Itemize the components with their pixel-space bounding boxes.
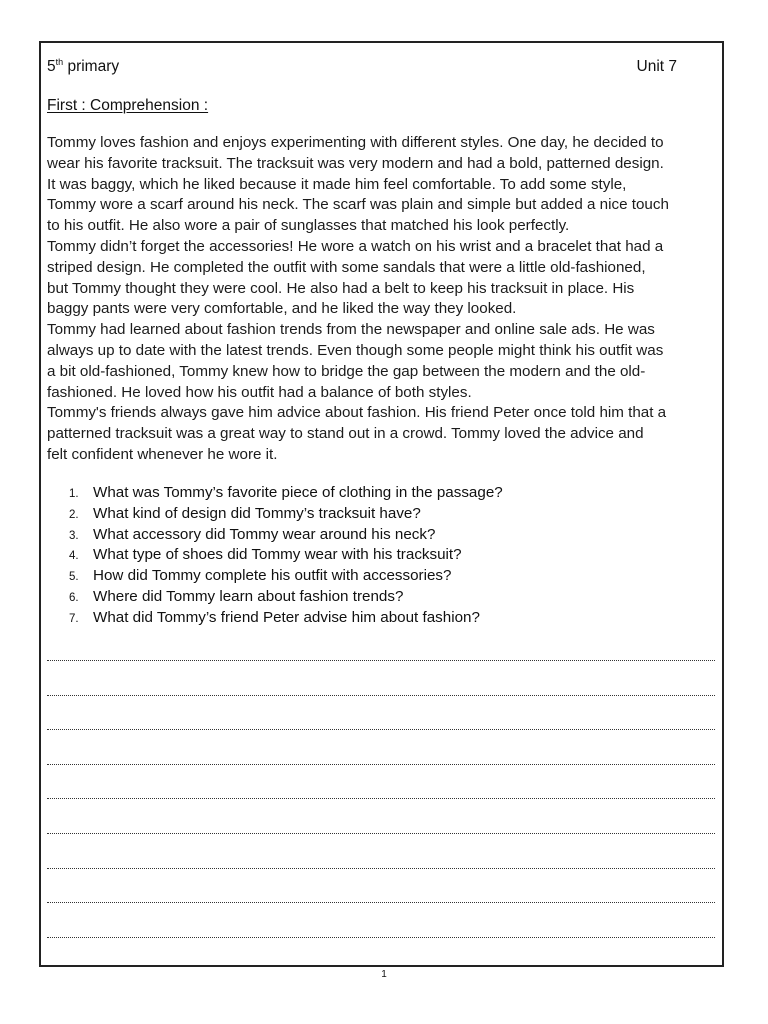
passage-line: but Tommy thought they were cool. He also had a belt to keep his tracksuit in place. His (47, 279, 635, 297)
question-item (47, 587, 503, 608)
answer-line[interactable] (47, 695, 715, 696)
section-title: First : Comprehension : (47, 97, 209, 114)
question-text: What type of shoes did Tommy wear with his tracksuit? (93, 546, 462, 564)
reading-passage (47, 133, 727, 466)
question-item (47, 525, 503, 546)
question-text: What was Tommy’s favorite piece of clothing in the passage? (93, 484, 503, 501)
passage-line: always up to date with the latest trends. Even though some people might think his outfit was (47, 341, 664, 359)
passage-line: It was baggy, which he liked because it made him feel comfortable. To add some style, (47, 175, 627, 193)
question-number: 3. (69, 529, 79, 542)
answer-line[interactable] (47, 902, 715, 903)
passage-line: fashioned. He loved how his outfit had a balance of both styles. (47, 383, 472, 401)
question-number: 6. (69, 591, 79, 604)
passage-line: Tommy's friends always gave him advice about fashion. His friend Peter once told him that a (47, 404, 667, 422)
question-text: What did Tommy’s friend Peter advise him about fashion? (93, 608, 480, 626)
question-number: 4. (69, 550, 79, 563)
answer-line[interactable] (47, 729, 715, 730)
answer-line[interactable] (47, 833, 715, 834)
question-item (47, 566, 503, 587)
passage-line: wear his favorite tracksuit. The tracksuit was very modern and had a bold, patterned design. (47, 154, 664, 172)
question-text: What accessory did Tommy wear around his neck? (93, 525, 436, 543)
question-number: 1. (69, 488, 79, 500)
question-number: 7. (69, 612, 79, 625)
question-number: 2. (69, 508, 79, 521)
question-item (47, 608, 503, 629)
passage-line: felt confident whenever he wore it. (47, 445, 278, 463)
question-text: Where did Tommy learn about fashion trends? (93, 587, 404, 605)
passage-line: Tommy loves fashion and enjoys experimenting with different styles. One day, he decided to (47, 134, 664, 151)
header (47, 58, 677, 80)
page-number: 1 (381, 969, 387, 980)
passage-line: Tommy had learned about fashion trends from the newspaper and online sale ads. He was (47, 321, 655, 339)
answer-line[interactable] (47, 798, 715, 799)
unit-label: Unit 7 (636, 58, 677, 75)
answer-line[interactable] (47, 660, 715, 661)
answer-line[interactable] (47, 937, 715, 938)
passage-line: striped design. He completed the outfit with some sandals that were a little old-fashioned, (47, 258, 646, 276)
question-item (47, 545, 503, 566)
question-item (47, 483, 503, 504)
passage-line: a bit old-fashioned, Tommy knew how to bridge the gap between the modern and the old- (47, 362, 646, 380)
passage-line: Tommy didn’t forget the accessories! He wore a watch on his wrist and a bracelet that had a (47, 237, 664, 255)
passage-line: baggy pants were very comfortable, and he liked the way they looked. (47, 300, 517, 318)
passage-line: to his outfit. He also wore a pair of sunglasses that matched his look perfectly. (47, 217, 570, 235)
passage-line: patterned tracksuit was a great way to stand out in a crowd. Tommy loved the advice and (47, 425, 644, 443)
grade-label: 5th primary (47, 57, 120, 75)
question-text: How did Tommy complete his outfit with accessories? (93, 567, 452, 585)
answer-line[interactable] (47, 764, 715, 765)
question-text: What kind of design did Tommy’s tracksuit have? (93, 504, 421, 522)
question-number: 5. (69, 571, 79, 584)
question-item (47, 504, 503, 525)
answer-line[interactable] (47, 868, 715, 869)
question-list (47, 483, 503, 629)
passage-line: Tommy wore a scarf around his neck. The scarf was plain and simple but added a nice touch (47, 196, 669, 214)
